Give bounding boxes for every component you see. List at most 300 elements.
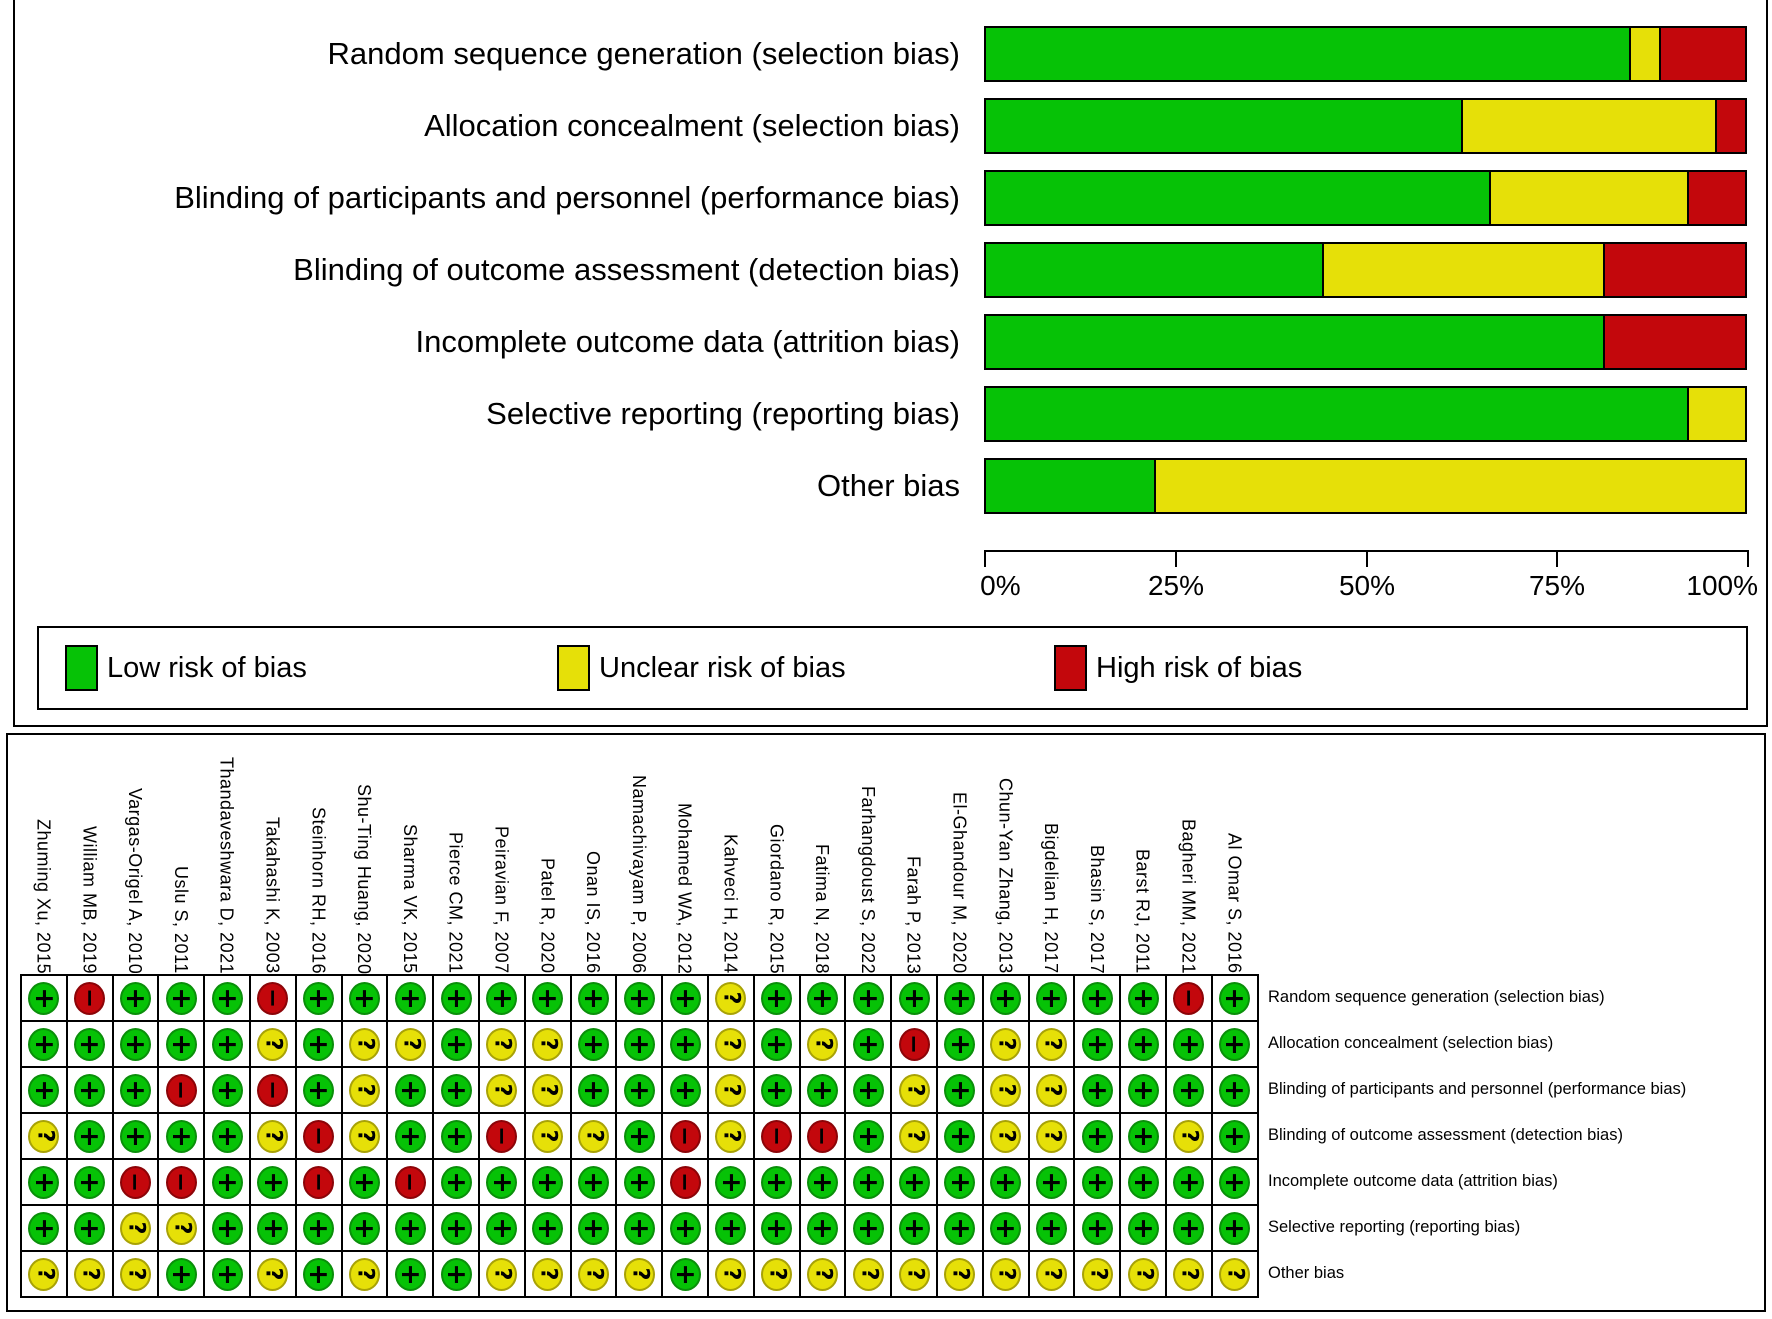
judgement-symbol: +: [577, 1216, 609, 1240]
judgement-unclear-icon: [761, 1258, 792, 1291]
judgement-symbol: +: [806, 986, 838, 1010]
judgement-symbol: +: [1127, 1170, 1159, 1194]
matrix-cell: [342, 1205, 388, 1251]
matrix-cell: [937, 1251, 983, 1297]
stacked-bar: [984, 458, 1747, 514]
judgement-low-icon: [1036, 1212, 1067, 1245]
judgement-symbol: +: [1081, 1124, 1113, 1148]
judgement-low-icon: [74, 1212, 105, 1245]
judgement-low-icon: [624, 1166, 655, 1199]
judgement-symbol: ?: [1039, 1037, 1065, 1051]
judgement-symbol: ?: [535, 1037, 561, 1051]
judgement-symbol: +: [74, 1216, 106, 1240]
judgement-low-icon: [532, 1212, 563, 1245]
judgement-unclear-icon: [990, 1028, 1021, 1061]
judgement-unclear-icon: [1082, 1258, 1113, 1291]
judgement-symbol: −: [808, 1125, 837, 1147]
judgement-symbol: +: [394, 1216, 426, 1240]
judgement-unclear-icon: [715, 1028, 746, 1061]
matrix-cell: [433, 1021, 479, 1067]
low-risk-swatch: [65, 645, 98, 691]
matrix-cell: [296, 1067, 342, 1113]
judgement-symbol: ?: [352, 1037, 378, 1051]
study-label: [386, 741, 432, 974]
judgement-low-icon: [1219, 982, 1250, 1015]
judgement-symbol: ?: [718, 1267, 744, 1281]
judgement-symbol: ?: [1131, 1267, 1157, 1281]
matrix-cell: [754, 1021, 800, 1067]
matrix-cell: [845, 1113, 891, 1159]
matrix-cell: [204, 1113, 250, 1159]
study-label: [570, 741, 616, 974]
matrix-cell: [1166, 1021, 1212, 1067]
judgement-unclear-icon: [349, 1258, 380, 1291]
judgement-low-icon: [853, 1074, 884, 1107]
judgement-symbol: ?: [31, 1129, 57, 1143]
judgement-low-icon: [578, 1074, 609, 1107]
judgement-symbol: +: [806, 1170, 838, 1194]
judgement-unclear-icon: [349, 1120, 380, 1153]
judgement-symbol: +: [440, 1216, 472, 1240]
stacked-bar: [984, 314, 1747, 370]
matrix-cell: [158, 975, 204, 1021]
judgement-symbol: ?: [1039, 1129, 1065, 1143]
judgement-symbol: +: [74, 1078, 106, 1102]
judgement-symbol: +: [74, 1124, 106, 1148]
study-label-text: Onan IS, 2016: [583, 851, 604, 974]
matrix-cell: [754, 1113, 800, 1159]
judgement-symbol: +: [211, 1170, 243, 1194]
judgement-symbol: −: [396, 1171, 425, 1193]
matrix-cell: [67, 1251, 113, 1297]
matrix-cell: [1212, 975, 1258, 1021]
judgement-low-icon: [807, 1074, 838, 1107]
judgement-symbol: ?: [398, 1037, 424, 1051]
judgement-symbol: −: [121, 1171, 150, 1193]
judgement-low-icon: [578, 1212, 609, 1245]
judgement-low-icon: [212, 1166, 243, 1199]
judgement-symbol: +: [394, 1124, 426, 1148]
judgement-low-icon: [441, 1258, 472, 1291]
judgement-symbol: +: [623, 986, 655, 1010]
judgement-low-icon: [1082, 1212, 1113, 1245]
study-label: [1028, 741, 1074, 974]
matrix-cell: [250, 1113, 296, 1159]
judgement-symbol: +: [669, 1078, 701, 1102]
matrix-cell: [1029, 1021, 1075, 1067]
matrix-cell: [21, 1205, 67, 1251]
matrix-cell: [1074, 1021, 1120, 1067]
study-label: [524, 741, 570, 974]
judgement-symbol: +: [852, 1078, 884, 1102]
judgement-symbol: +: [669, 1216, 701, 1240]
matrix-cell: [571, 1159, 617, 1205]
judgement-symbol: +: [577, 986, 609, 1010]
legend-label: High risk of bias: [1096, 651, 1303, 684]
legend-label: Unclear risk of bias: [599, 651, 846, 684]
matrix-cell: [479, 975, 525, 1021]
judgement-symbol: +: [211, 1216, 243, 1240]
judgement-symbol: ?: [902, 1083, 928, 1097]
judgement-symbol: ?: [352, 1083, 378, 1097]
judgement-unclear-icon: [1036, 1028, 1067, 1061]
study-label-text: Uslu S, 2011: [170, 866, 191, 974]
unclear-risk-swatch: [557, 645, 590, 691]
matrix-cell: [1120, 1251, 1166, 1297]
study-label: [112, 741, 158, 974]
matrix-cell: [67, 975, 113, 1021]
legend-entry-high: [1054, 645, 1302, 691]
study-label: [982, 741, 1028, 974]
judgement-symbol: +: [486, 1170, 518, 1194]
judgement-symbol: +: [211, 986, 243, 1010]
bar-segment-unclear: [1489, 172, 1687, 224]
matrix-cell: [983, 975, 1029, 1021]
judgement-high-icon: [1173, 982, 1204, 1015]
judgement-low-icon: [624, 1074, 655, 1107]
matrix-cell: [479, 1067, 525, 1113]
judgement-low-icon: [212, 1074, 243, 1107]
study-label-text: Shu-Ting Huang, 2020: [354, 783, 375, 974]
judgement-unclear-icon: [1036, 1074, 1067, 1107]
judgement-symbol: +: [1081, 986, 1113, 1010]
study-label-text: Bigdelian H, 2017: [1041, 823, 1062, 974]
judgement-low-icon: [349, 1166, 380, 1199]
study-label: [753, 741, 799, 974]
matrix-cell: [845, 1251, 891, 1297]
judgement-symbol: +: [348, 986, 380, 1010]
matrix-cell: [937, 1159, 983, 1205]
judgement-symbol: ?: [123, 1267, 149, 1281]
study-label-text: Zhuming Xu, 2015: [33, 818, 54, 974]
bar-category-label: Blinding of participants and personnel (performance bias): [174, 180, 960, 215]
matrix-cell: [342, 975, 388, 1021]
judgement-symbol: +: [1173, 1216, 1205, 1240]
judgement-high-icon: [807, 1120, 838, 1153]
domain-row-label: Other bias: [1268, 1264, 1345, 1282]
legend-entry-low: [65, 645, 307, 691]
study-label-text: Steinhorn RH, 2016: [308, 806, 329, 974]
bar-segment-low: [986, 172, 1489, 224]
judgement-low-icon: [624, 982, 655, 1015]
bar-category-label: Incomplete outcome data (attrition bias): [415, 324, 960, 359]
judgement-symbol: +: [211, 1124, 243, 1148]
domain-row-label: Allocation concealment (selection bias): [1268, 1034, 1554, 1052]
axis-tick-label: 100%: [1686, 570, 1759, 601]
matrix-cell: [937, 1021, 983, 1067]
judgement-low-icon: [1082, 1166, 1113, 1199]
judgement-symbol: +: [852, 1216, 884, 1240]
judgement-symbol: +: [1127, 1078, 1159, 1102]
matrix-cell: [433, 1251, 479, 1297]
matrix-cell: [204, 1021, 250, 1067]
stacked-bar: [984, 26, 1747, 82]
risk-of-bias-summary-panel: [6, 733, 1766, 1312]
study-label: [661, 741, 707, 974]
judgement-high-icon: [761, 1120, 792, 1153]
matrix-cell: [708, 1021, 754, 1067]
legend-entry-unclear: [557, 645, 846, 691]
study-label-text: Bhasin S, 2017: [1086, 844, 1107, 974]
domain-row-label: Incomplete outcome data (attrition bias): [1268, 1172, 1558, 1190]
matrix-cell: [845, 1205, 891, 1251]
judgement-low-icon: [212, 1258, 243, 1291]
judgement-symbol: +: [577, 1170, 609, 1194]
study-label-text: Namachivayam P, 2006: [628, 775, 649, 974]
judgement-low-icon: [715, 1212, 746, 1245]
study-label: [890, 741, 936, 974]
matrix-cell: [983, 1113, 1029, 1159]
matrix-cell: [1074, 975, 1120, 1021]
judgement-unclear-icon: [532, 1258, 563, 1291]
judgement-symbol: +: [1127, 986, 1159, 1010]
judgement-symbol: +: [74, 1170, 106, 1194]
judgement-symbol: +: [990, 1216, 1022, 1240]
judgement-low-icon: [303, 1028, 334, 1061]
matrix-cell: [1166, 1159, 1212, 1205]
bar-segment-high: [1687, 172, 1745, 224]
judgement-low-icon: [670, 1258, 701, 1291]
judgement-low-icon: [441, 1074, 472, 1107]
matrix-cell: [1166, 1067, 1212, 1113]
matrix-cell: [1212, 1067, 1258, 1113]
judgement-low-icon: [1219, 1166, 1250, 1199]
judgement-low-icon: [853, 1212, 884, 1245]
judgement-symbol: +: [852, 1124, 884, 1148]
stacked-bar: [984, 386, 1747, 442]
matrix-cell: [1029, 1067, 1075, 1113]
judgement-symbol: +: [394, 986, 426, 1010]
judgement-symbol: +: [761, 986, 793, 1010]
judgement-symbol: +: [211, 1032, 243, 1056]
matrix-cell: [571, 1205, 617, 1251]
judgement-low-icon: [212, 1212, 243, 1245]
judgement-low-icon: [74, 1028, 105, 1061]
judgement-symbol: +: [1127, 1124, 1159, 1148]
matrix-cell: [571, 975, 617, 1021]
judgement-low-icon: [853, 1120, 884, 1153]
judgement-low-icon: [441, 982, 472, 1015]
judgement-symbol: +: [944, 1078, 976, 1102]
judgement-unclear-icon: [486, 1028, 517, 1061]
study-label: [341, 741, 387, 974]
matrix-cell: [937, 1067, 983, 1113]
judgement-symbol: +: [532, 1170, 564, 1194]
judgement-low-icon: [944, 1120, 975, 1153]
matrix-cell: [67, 1067, 113, 1113]
judgement-symbol: +: [303, 1078, 335, 1102]
matrix-cell: [525, 1205, 571, 1251]
matrix-cell: [158, 1159, 204, 1205]
judgement-low-icon: [624, 1120, 655, 1153]
stacked-bar: [984, 170, 1747, 226]
judgement-symbol: +: [1081, 1216, 1113, 1240]
judgement-unclear-icon: [1128, 1258, 1159, 1291]
judgement-symbol: +: [28, 986, 60, 1010]
matrix-cell: [1074, 1159, 1120, 1205]
matrix-cell: [1166, 1251, 1212, 1297]
study-label-text: Farah P, 2013: [903, 855, 924, 974]
matrix-cell: [937, 1205, 983, 1251]
matrix-cell: [1029, 1251, 1075, 1297]
judgement-unclear-icon: [486, 1258, 517, 1291]
matrix-cell: [845, 1021, 891, 1067]
matrix-cell: [983, 1021, 1029, 1067]
matrix-cell: [433, 1159, 479, 1205]
bar-segment-high: [1603, 244, 1745, 296]
judgement-symbol: +: [440, 1032, 472, 1056]
axis-tick: [1556, 550, 1558, 567]
judgement-symbol: +: [944, 1032, 976, 1056]
judgement-low-icon: [1082, 982, 1113, 1015]
matrix-cell: [754, 1159, 800, 1205]
study-label: [1211, 741, 1257, 974]
judgement-symbol: +: [74, 1032, 106, 1056]
judgement-symbol: −: [75, 987, 104, 1009]
judgement-low-icon: [624, 1212, 655, 1245]
matrix-cell: [1074, 1067, 1120, 1113]
judgement-symbol: +: [440, 1170, 472, 1194]
matrix-cell: [342, 1251, 388, 1297]
judgement-low-icon: [166, 982, 197, 1015]
judgement-symbol: +: [577, 1078, 609, 1102]
judgement-symbol: −: [487, 1125, 516, 1147]
judgement-symbol: +: [1219, 1032, 1251, 1056]
matrix-cell: [113, 1159, 159, 1205]
matrix-cell: [67, 1113, 113, 1159]
matrix-cell: [662, 1159, 708, 1205]
matrix-cell: [1166, 1113, 1212, 1159]
matrix-cell: [479, 1159, 525, 1205]
judgement-symbol: +: [944, 1216, 976, 1240]
study-label: [432, 741, 478, 974]
matrix-cell: [21, 1021, 67, 1067]
axis-tick-label: 75%: [1528, 570, 1586, 601]
matrix-cell: [342, 1021, 388, 1067]
study-label-text: Peiravian F, 2007: [491, 826, 512, 974]
matrix-cell: [800, 1113, 846, 1159]
judgement-low-icon: [1219, 1028, 1250, 1061]
matrix-cell: [983, 1067, 1029, 1113]
judgement-symbol: +: [898, 1170, 930, 1194]
judgement-symbol: +: [165, 1262, 197, 1286]
judgement-low-icon: [899, 1212, 930, 1245]
judgement-low-icon: [1128, 1120, 1159, 1153]
matrix-cell: [342, 1113, 388, 1159]
judgement-low-icon: [990, 1166, 1021, 1199]
matrix-cell: [296, 1205, 342, 1251]
judgement-unclear-icon: [990, 1074, 1021, 1107]
judgement-unclear-icon: [715, 1120, 746, 1153]
matrix-cell: [433, 975, 479, 1021]
judgement-low-icon: [807, 1212, 838, 1245]
bar-segment-low: [986, 244, 1322, 296]
judgement-symbol: +: [1035, 1170, 1067, 1194]
judgement-low-icon: [303, 982, 334, 1015]
judgement-symbol: ?: [260, 1129, 286, 1143]
judgement-symbol: −: [900, 1033, 929, 1055]
judgement-symbol: +: [1173, 1078, 1205, 1102]
study-label: [615, 741, 661, 974]
study-label-text: Chun-Yan Zhang, 2013: [995, 778, 1016, 974]
matrix-cell: [113, 1067, 159, 1113]
judgement-symbol: +: [669, 986, 701, 1010]
matrix-cell: [1029, 1113, 1075, 1159]
judgement-low-icon: [166, 1120, 197, 1153]
matrix-cell: [1120, 1067, 1166, 1113]
matrix-cell: [113, 1021, 159, 1067]
matrix-cell: [708, 1067, 754, 1113]
bar-segment-low: [986, 316, 1603, 368]
judgement-low-icon: [28, 1166, 59, 1199]
matrix-cell: [113, 1251, 159, 1297]
matrix-cell: [21, 1113, 67, 1159]
matrix-cell: [708, 1159, 754, 1205]
judgement-high-icon: [670, 1120, 701, 1153]
judgement-low-icon: [486, 1212, 517, 1245]
judgement-low-icon: [441, 1166, 472, 1199]
matrix-cell: [891, 1159, 937, 1205]
bar-segment-low: [986, 28, 1629, 80]
matrix-cell: [1120, 1159, 1166, 1205]
judgement-high-icon: [257, 1074, 288, 1107]
judgement-symbol: −: [671, 1125, 700, 1147]
judgement-low-icon: [670, 982, 701, 1015]
bar-segment-unclear: [1687, 388, 1745, 440]
bar-segment-low: [986, 100, 1461, 152]
judgement-low-icon: [28, 1074, 59, 1107]
matrix-cell: [662, 1205, 708, 1251]
bar-category-label: Blinding of outcome assessment (detection bias): [293, 252, 960, 287]
judgement-low-icon: [1082, 1120, 1113, 1153]
matrix-cell: [433, 1067, 479, 1113]
judgement-low-icon: [1036, 1166, 1067, 1199]
judgement-unclear-icon: [990, 1258, 1021, 1291]
judgement-symbol: ?: [352, 1267, 378, 1281]
judgement-symbol: ?: [810, 1267, 836, 1281]
judgement-unclear-icon: [899, 1074, 930, 1107]
judgement-low-icon: [761, 1028, 792, 1061]
study-label-text: Bagheri MM, 2021: [1178, 818, 1199, 974]
judgement-symbol: +: [852, 1170, 884, 1194]
judgement-low-icon: [944, 1074, 975, 1107]
judgement-symbol: +: [852, 986, 884, 1010]
judgement-symbol: +: [28, 1032, 60, 1056]
matrix-cell: [800, 975, 846, 1021]
matrix-cell: [616, 975, 662, 1021]
judgement-symbol: +: [898, 986, 930, 1010]
judgement-unclear-icon: [28, 1120, 59, 1153]
judgement-symbol: +: [348, 1216, 380, 1240]
matrix-cell: [21, 1159, 67, 1205]
judgement-high-icon: [303, 1120, 334, 1153]
judgement-symbol: +: [1219, 1124, 1251, 1148]
matrix-cell: [113, 1113, 159, 1159]
study-label: [1119, 741, 1165, 974]
matrix-cell: [571, 1021, 617, 1067]
judgement-symbol: +: [394, 1262, 426, 1286]
judgement-low-icon: [1173, 1028, 1204, 1061]
judgement-symbol: +: [806, 1078, 838, 1102]
bar-segment-low: [986, 388, 1687, 440]
matrix-cell: [67, 1205, 113, 1251]
study-label-text: Patel R, 2020: [537, 858, 558, 974]
stacked-bar: [984, 98, 1747, 154]
matrix-cell: [845, 1067, 891, 1113]
judgement-low-icon: [74, 1074, 105, 1107]
matrix-cell: [754, 1205, 800, 1251]
judgement-low-icon: [853, 1028, 884, 1061]
